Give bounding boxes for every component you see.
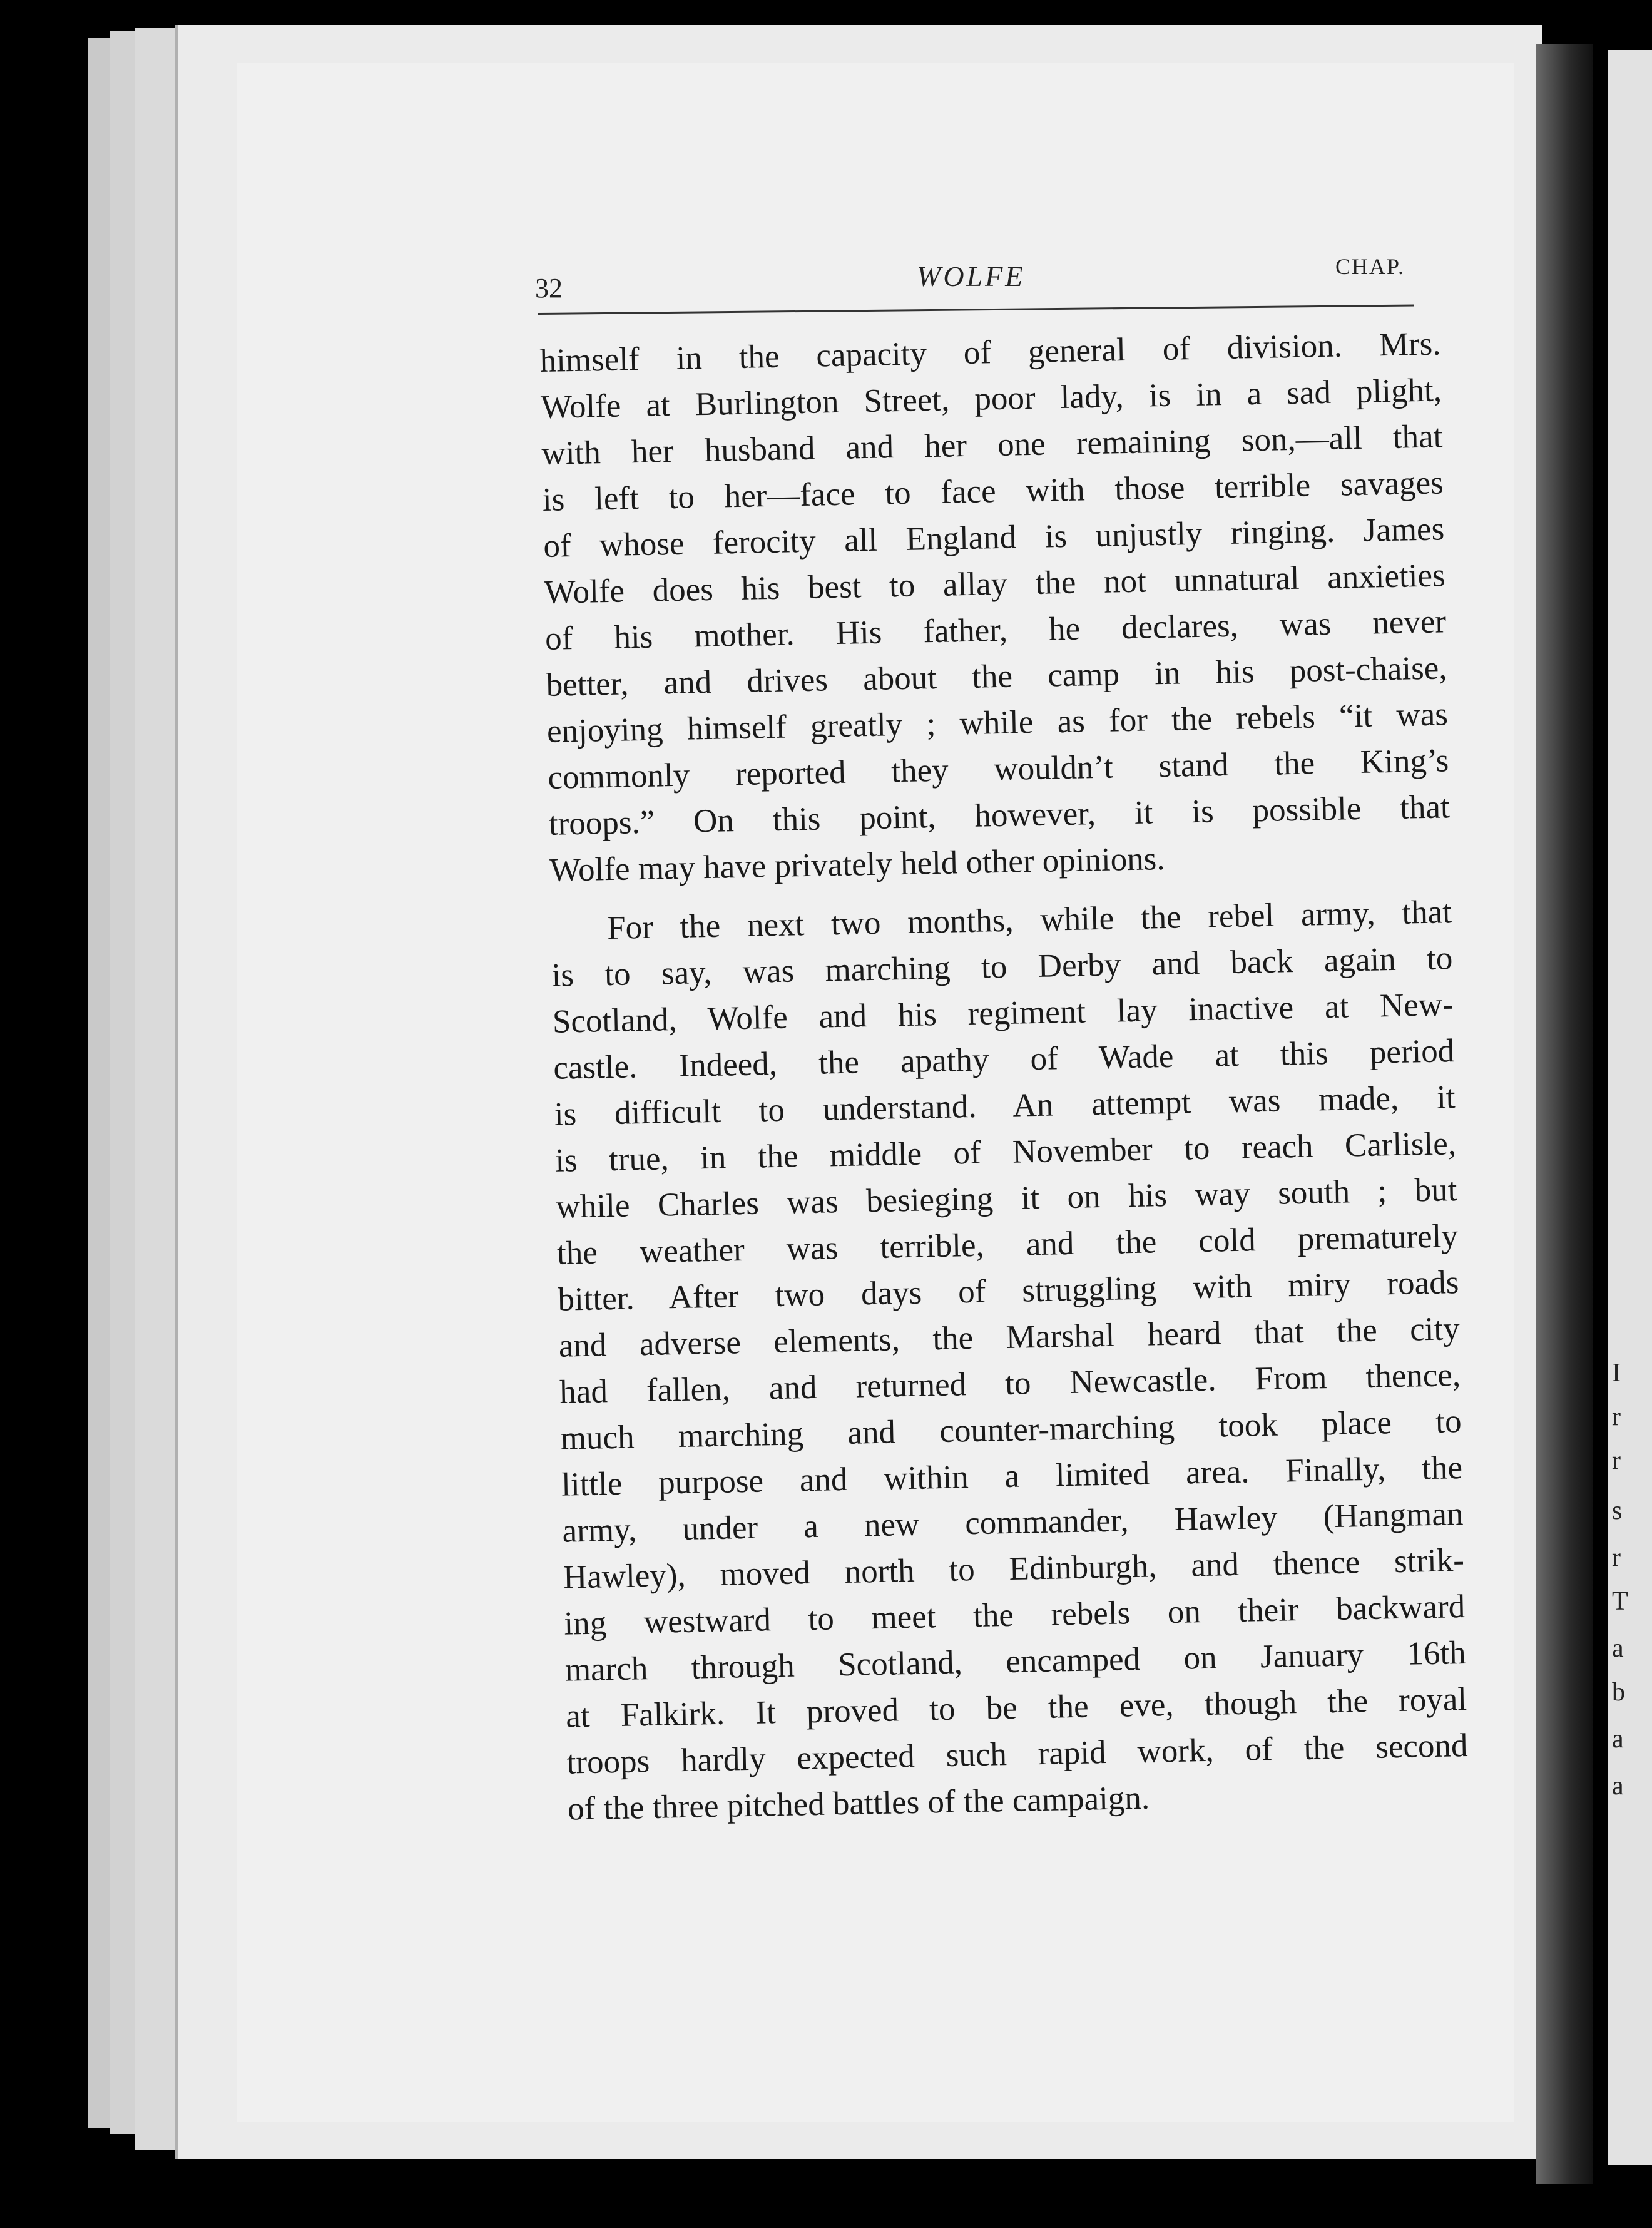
text-line: is to say, was marching to Derby and back again to xyxy=(551,940,1453,994)
text-line: of the three pitched battles of the campaign. xyxy=(567,1779,1150,1827)
text-line: is true, in the middle of November to reach Carlisle, xyxy=(554,1125,1457,1179)
text-line: Wolfe does his best to allay the not unnatural anxieties xyxy=(544,557,1446,611)
paragraph xyxy=(550,889,1469,1832)
text-line: Hawley), moved north to Edinburgh, and thence strik- xyxy=(563,1541,1465,1596)
text-line: Wolfe may have privately held other opinions. xyxy=(549,840,1166,889)
next-page-fragment: r xyxy=(1612,1446,1621,1475)
next-page-fragment: a xyxy=(1612,1725,1624,1754)
text-line: with her husband and her one remaining son,—all that xyxy=(541,418,1443,472)
paragraph xyxy=(539,320,1451,893)
text-line: march through Scotland, encamped on January 16th xyxy=(564,1634,1467,1689)
text-line: the weather was terrible, and the cold prematurely xyxy=(556,1218,1459,1272)
text-line: is left to her—face to face with those terrible savages xyxy=(542,464,1444,518)
book-gutter xyxy=(1536,44,1593,2184)
chapter-marker: CHAP. xyxy=(1335,254,1405,279)
page-number: 32 xyxy=(535,273,563,304)
text-line: of whose ferocity all England is unjustly ringing. James xyxy=(543,511,1445,565)
text-line: troops.” On this point, however, it is possible that xyxy=(548,789,1451,842)
next-page-fragment: b xyxy=(1612,1678,1625,1707)
running-head xyxy=(535,253,1411,304)
next-page-sliver xyxy=(1608,50,1652,2165)
next-page-fragment: s xyxy=(1612,1496,1623,1525)
text-line: little purpose and within a limited area. Finally, the xyxy=(561,1449,1463,1503)
text-line: much marching and counter-marching took place to xyxy=(560,1403,1462,1457)
text-line: For the next two months, while the rebel army, that xyxy=(606,894,1452,947)
text-line: Wolfe at Burlington Street, poor lady, is in a sad plight, xyxy=(540,372,1442,426)
text-line: commonly reported they wouldn’t stand the King’s xyxy=(547,742,1449,796)
running-title: WOLFE xyxy=(917,260,1026,292)
text-line: is difficult to understand. An attempt was made, it xyxy=(554,1079,1456,1133)
text-line: enjoying himself greatly ; while as for the rebels “it was xyxy=(546,696,1449,750)
next-page-fragment: r xyxy=(1612,1543,1621,1572)
text-line: bitter. After two days of struggling with miry roads xyxy=(557,1264,1459,1318)
text-line: of his mother. His father, he declares, was never xyxy=(544,603,1447,657)
text-line: at Falkirk. It proved to be the eve, though the royal xyxy=(565,1680,1467,1735)
text-line: army, under a new commander, Hawley (Hangman xyxy=(562,1496,1464,1550)
text-line: better, and drives about the camp in his post-chaise, xyxy=(546,650,1447,703)
next-page-fragment: I xyxy=(1612,1359,1621,1387)
body-text xyxy=(539,320,1469,1832)
text-line: Scotland, Wolfe and his regiment lay inactive at New- xyxy=(552,986,1454,1040)
text-line: had fallen, and returned to Newcastle. From thence, xyxy=(559,1357,1461,1411)
text-line: troops hardly expected such rapid work, of the second xyxy=(566,1727,1469,1781)
next-page-fragment: r xyxy=(1612,1403,1621,1431)
next-page-fragment: a xyxy=(1612,1634,1624,1663)
next-page-fragment: a xyxy=(1612,1772,1624,1801)
text-line: castle. Indeed, the apathy of Wade at this period xyxy=(553,1033,1455,1086)
text-line: while Charles was besieging it on his way south ; but xyxy=(556,1172,1457,1225)
text-line: and adverse elements, the Marshal heard that the city xyxy=(558,1311,1461,1364)
text-line: ing westward to meet the rebels on their backward xyxy=(563,1588,1466,1642)
text-line: himself in the capacity of general of division. Mrs. xyxy=(539,325,1442,379)
next-page-fragment: T xyxy=(1612,1587,1628,1616)
